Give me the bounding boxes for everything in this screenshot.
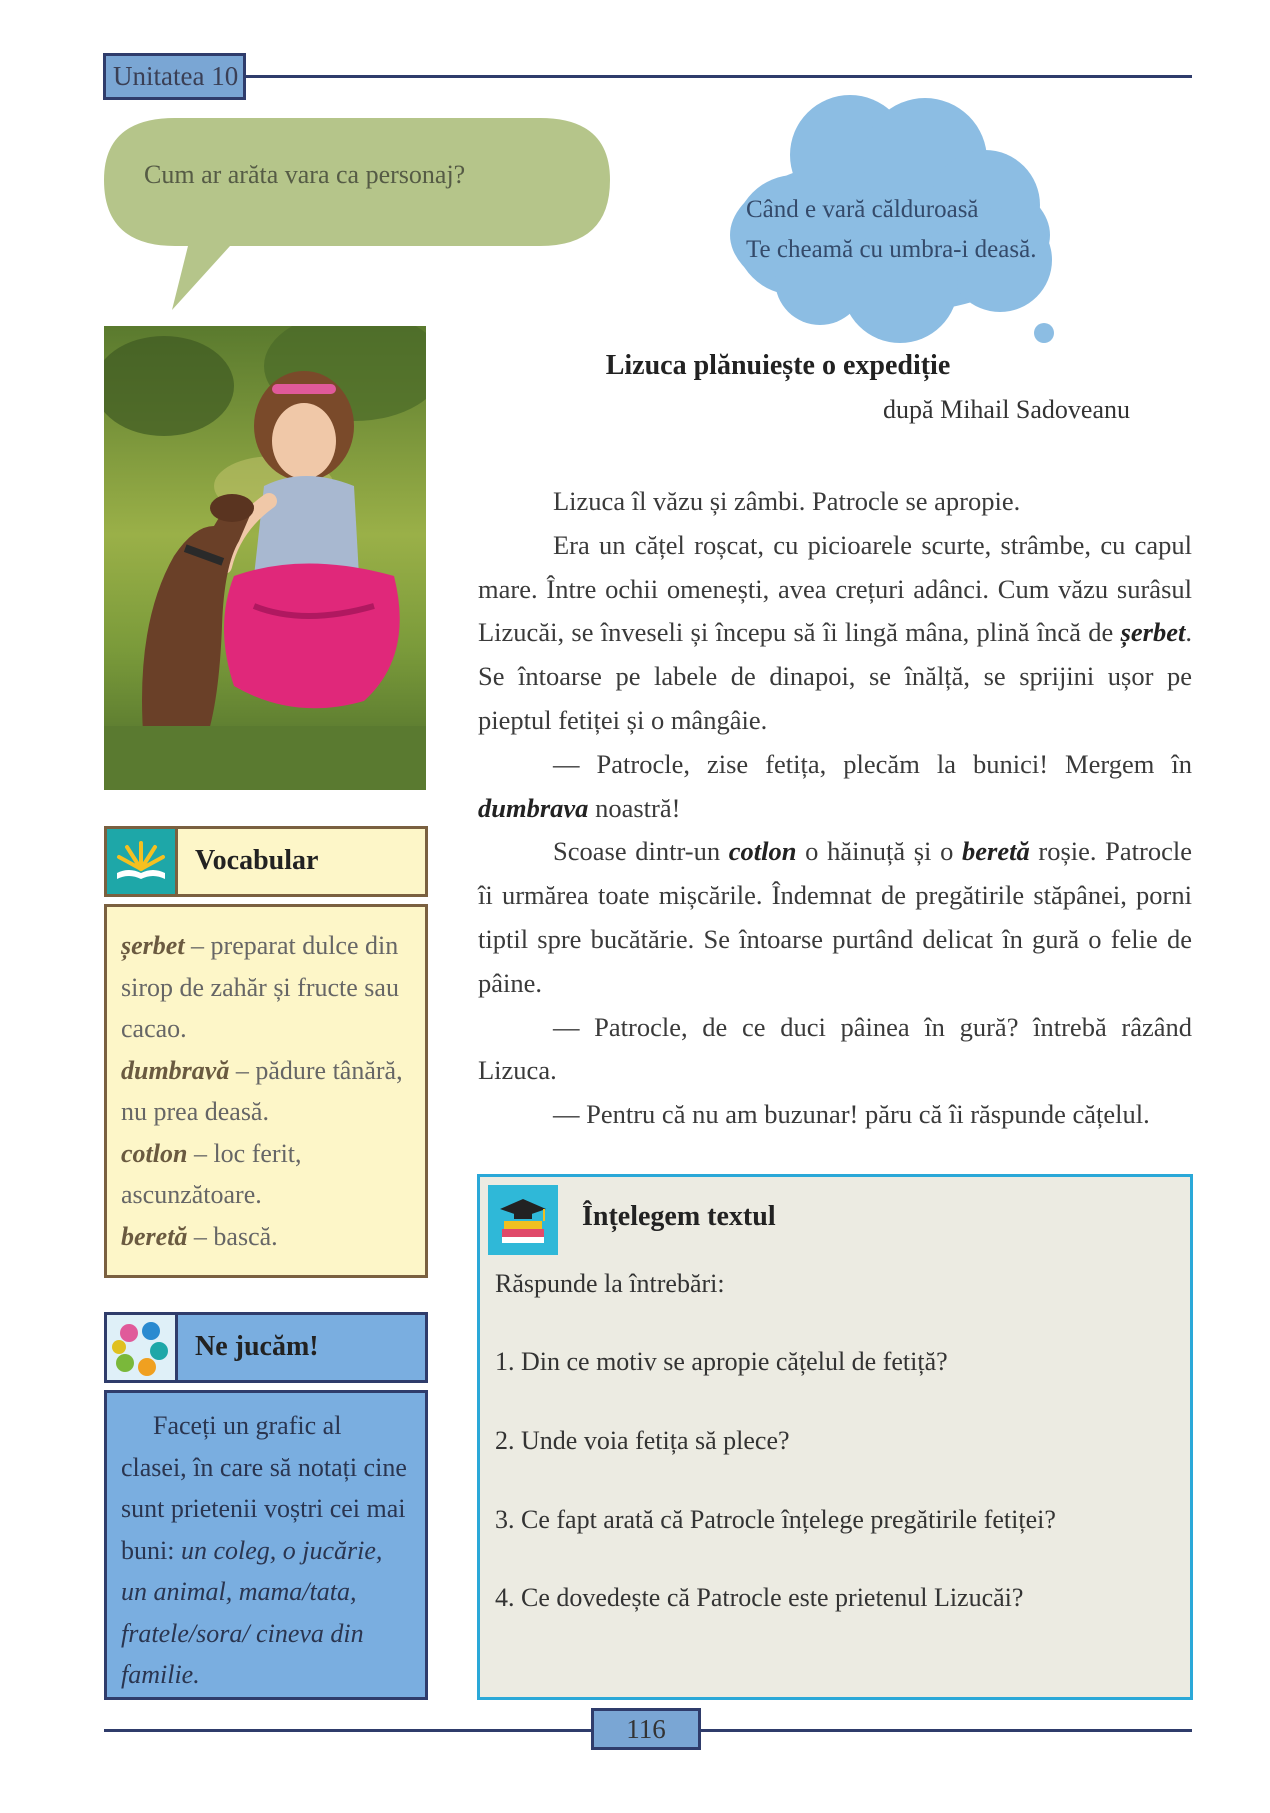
question-item: 2. Unde voia fetița să plece? (495, 1426, 790, 1455)
game-examples: un coleg, o jucărie, un animal, mama/tata, fratele/sora/ cineva din familie. (121, 1535, 383, 1689)
speech-bubble (100, 118, 620, 318)
story-paragraph: — Pentru că nu am buzunar! păru că îi răspunde cățelul. (553, 1099, 1150, 1130)
story-paragraph: Lizuca îl văzu și zâmbi. Patrocle se apropie. (553, 486, 1021, 516)
game-title: Ne jucăm! (195, 1331, 319, 1362)
vocab-term: șerbet (1120, 617, 1186, 648)
header-rule (246, 75, 1192, 78)
book-fan-icon (107, 829, 175, 894)
vocab-term: beretă (962, 836, 1030, 867)
cloud-line-1: Când e vară călduroasă (746, 196, 979, 223)
girl-dog-photo (104, 326, 426, 790)
story-paragraph: Scoase dintr-un cotlon o hăinuță și o beretă roșie. Patrocle îi urmărea toate mișcările. Îndemnat de pregătirile stăpânei, porni tiptil spre bucătărie. Se întoarse purtând delicat în gură o felie de pâine. (478, 836, 1192, 998)
header-divider (175, 829, 178, 894)
story-title: Lizuca plănuiește o expediție (605, 350, 951, 381)
cloud-line-2: Te cheamă cu umbra-i deasă. (746, 236, 1037, 263)
page-number: 116 (591, 1708, 701, 1750)
question-item: 3. Ce fapt arată că Patrocle înțelege pregătirile fetiței? (495, 1505, 1056, 1534)
vocabulary-header (104, 826, 428, 897)
header-divider (175, 1315, 178, 1380)
vocabulary-box (104, 904, 428, 1278)
speech-bubble-text: Cum ar arăta vara ca personaj? (144, 160, 466, 189)
game-header (104, 1312, 428, 1383)
story-paragraph: — Patrocle, de ce duci pâinea în gură? întrebă râzând Lizuca. (478, 1011, 1192, 1086)
vocab-entry: dumbravă – pădure tânără, nu prea deasă. (121, 1055, 403, 1126)
vocab-entry: șerbet – preparat dulce din sirop de zahăr și fructe sau cacao. (121, 931, 399, 1043)
question-item: 4. Ce dovedește că Patrocle este prietenul Lizucăi? (495, 1583, 1024, 1612)
hands-circle-icon (107, 1315, 175, 1380)
vocab-entry: beretă – bască. (121, 1221, 278, 1251)
comprehension-box (477, 1174, 1193, 1700)
comprehension-title: Înțelegem textul (582, 1201, 776, 1232)
story-paragraph: Era un cățel roșcat, cu picioarele scurte, strâmbe, cu capul mare. Între ochii omenești, avea crețuri adânci. Cum văzu surâsul Lizucăi, se înveseli și începu să îi lingă mâna, plină încă de șerbet. Se întoarse pe labele de dinapoi, se înălță, se sprijini ușor pe pieptul fetiței și o mângâie. (478, 529, 1192, 735)
question-item: 1. Din ce motiv se apropie cățelul de fetiță? (495, 1347, 948, 1376)
story-author: după Mihail Sadoveanu (883, 395, 1130, 424)
vocabulary-title: Vocabular (195, 845, 319, 876)
vocab-term: dumbrava (478, 792, 589, 823)
game-text: Faceți un grafic al clasei, în care să notați cine sunt prietenii voștri cei mai buni: (121, 1411, 407, 1565)
cloud-text (746, 190, 1036, 270)
comprehension-intro: Răspunde la întrebări: (495, 1269, 725, 1298)
game-box (104, 1390, 428, 1700)
graduation-books-icon (488, 1185, 558, 1255)
unit-label: Unitatea 10 (103, 53, 246, 100)
vocab-entry: cotlon – loc ferit, ascunzătoare. (121, 1138, 302, 1209)
vocab-term: cotlon (728, 836, 797, 867)
story-text (478, 480, 1192, 1137)
story-paragraph: — Patrocle, zise fetița, plecăm la bunici! Mergem în dumbrava noastră! (478, 748, 1192, 823)
